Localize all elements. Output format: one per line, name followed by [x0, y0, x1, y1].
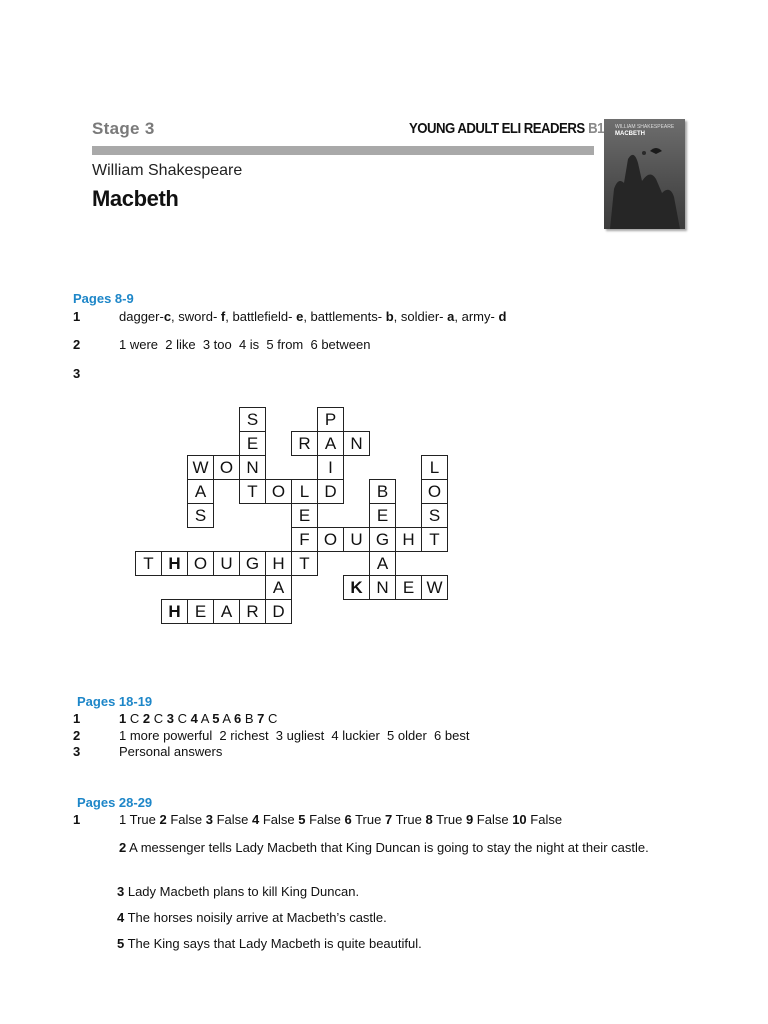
- series-title: [409, 120, 604, 137]
- crossword-cell: H: [161, 551, 188, 576]
- crossword-cell: H: [395, 527, 422, 552]
- crossword-cell: H: [161, 599, 188, 624]
- cover-author: WILLIAM SHAKESPEARE: [615, 124, 675, 130]
- crossword-cell: T: [239, 479, 266, 504]
- crossword-cell: O: [421, 479, 448, 504]
- crossword-cell: W: [421, 575, 448, 600]
- answer-sentence: 4 The horses noisily arrive at Macbeth’s castle.: [117, 910, 387, 925]
- header-rule: [92, 146, 594, 155]
- crossword-cell: E: [369, 503, 396, 528]
- crossword-cell: L: [291, 479, 318, 504]
- crossword-cell: G: [369, 527, 396, 552]
- answer-line-comparatives: 1 more powerful 2 richest 3 ugliest 4 luckier 5 older 6 best: [119, 728, 470, 743]
- crossword-cell: S: [187, 503, 214, 528]
- crossword-cell: N: [239, 455, 266, 480]
- question-number: 1: [73, 711, 81, 726]
- crossword-cell: G: [239, 551, 266, 576]
- crossword-cell: D: [265, 599, 292, 624]
- crossword-cell: L: [421, 455, 448, 480]
- crossword-grid: [135, 407, 459, 637]
- crossword-cell: T: [421, 527, 448, 552]
- crossword-cell: W: [187, 455, 214, 480]
- series-name: YOUNG ADULT ELI READERS: [409, 120, 585, 137]
- crossword-cell: E: [291, 503, 318, 528]
- question-number: 1: [73, 309, 81, 324]
- crossword-cell: N: [369, 575, 396, 600]
- crossword-cell: O: [317, 527, 344, 552]
- crossword-cell: A: [265, 575, 292, 600]
- crossword-cell: K: [343, 575, 370, 600]
- crossword-cell: E: [187, 599, 214, 624]
- book-title: Macbeth: [92, 186, 179, 211]
- crossword-cell: P: [317, 407, 344, 432]
- crossword-cell: F: [291, 527, 318, 552]
- series-level: B1: [588, 120, 604, 137]
- answer-line-prepositions: 1 were 2 like 3 too 4 is 5 from 6 between: [119, 337, 371, 352]
- cover-art-icon: [604, 119, 685, 229]
- crossword-cell: O: [213, 455, 240, 480]
- section-heading-pages-8-9: Pages 8-9: [73, 291, 134, 306]
- crossword-cell: S: [239, 407, 266, 432]
- crossword-cell: S: [421, 503, 448, 528]
- crossword-cell: R: [291, 431, 318, 456]
- stage-label: Stage 3: [92, 119, 155, 138]
- answer-line-vocabulary: dagger-c, sword- f, battlefield- e, battlements- b, soldier- a, army- d: [119, 309, 507, 324]
- answer-sentence: 5 The King says that Lady Macbeth is quite beautiful.: [117, 936, 422, 951]
- question-number: 3: [73, 744, 81, 759]
- crossword-cell: E: [239, 431, 266, 456]
- crossword-cell: N: [343, 431, 370, 456]
- question-number: 2: [73, 337, 81, 352]
- cover-title: MACBETH: [615, 131, 645, 137]
- answer-sentence: 3 Lady Macbeth plans to kill King Duncan.: [117, 884, 360, 899]
- crossword-cell: U: [213, 551, 240, 576]
- crossword-cell: T: [135, 551, 162, 576]
- crossword-cell: A: [187, 479, 214, 504]
- crossword-cell: A: [369, 551, 396, 576]
- crossword-cell: O: [265, 479, 292, 504]
- answer-line-personal: Personal answers: [119, 744, 223, 759]
- section-heading-pages-28-29: Pages 28-29: [77, 795, 153, 810]
- crossword-cell: E: [395, 575, 422, 600]
- question-number: 2: [73, 728, 81, 743]
- crossword-cell: O: [187, 551, 214, 576]
- crossword-cell: A: [317, 431, 344, 456]
- question-number: 3: [73, 366, 81, 381]
- crossword-cell: R: [239, 599, 266, 624]
- crossword-cell: U: [343, 527, 370, 552]
- book-author: William Shakespeare: [92, 162, 243, 179]
- crossword-cell: T: [291, 551, 318, 576]
- answer-line-multiple-choice: 1 C 2 C 3 C 4 A 5 A 6 B 7 C: [119, 711, 278, 726]
- book-cover-image: [604, 119, 685, 229]
- answer-sentence: 2 A messenger tells Lady Macbeth that King Duncan is going to stay the night at their castle.: [119, 840, 649, 855]
- crossword-cell: B: [369, 479, 396, 504]
- question-number: 1: [73, 812, 81, 827]
- crossword-cell: H: [265, 551, 292, 576]
- crossword-cell: D: [317, 479, 344, 504]
- answer-line-true-false: 1 True 2 False 3 False 4 False 5 False 6 True 7 True 8 True 9 False 10 False: [119, 812, 563, 827]
- section-heading-pages-18-19: Pages 18-19: [77, 694, 153, 709]
- crossword-cell: A: [213, 599, 240, 624]
- crossword-cell: I: [317, 455, 344, 480]
